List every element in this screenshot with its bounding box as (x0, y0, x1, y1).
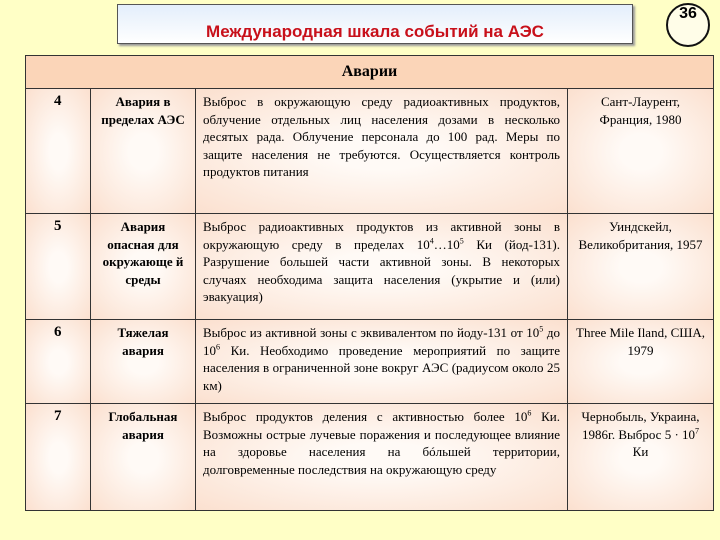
slide-number-badge: 36 (666, 3, 710, 47)
text-segment: Чернобыль, Украина, 1986г. Выброс 5 · 10 (581, 409, 700, 442)
example-cell: Three Mile Iland, США, 1979 (568, 320, 714, 404)
text-segment: Выброс радиоактивных продуктов из активной зоны в окружающую среду в пределах 10 (203, 219, 560, 252)
table-header: Аварии (26, 56, 714, 89)
example-cell: Сант-Лаурент, Франция, 1980 (568, 89, 714, 214)
text-segment: …10 (433, 236, 460, 252)
text-segment: Ки (йод-131). Разрушение большей части активной зоны. В некоторых случаях необходима защита населения (укрытие и (или) эвакуация) (203, 236, 560, 304)
text-segment: Ки. Возможны острые лучевые поражения и последующее влияние на здоровье населения на бóльшей территории, долговременные последствия на окружающую среду (203, 409, 560, 477)
table-row (26, 320, 714, 404)
superscript: 5 (539, 324, 544, 334)
level-cell: 4 (26, 89, 91, 214)
table-row (26, 214, 714, 320)
text-segment: Выброс в окружающую среду радиоактивных продуктов, облучение отдельных лиц населения дозами в несколько десятых рада. Облучение персонала до 100 рад. Меры по защите населения не требуются. Осуществляется контроль продуктов питания (203, 94, 560, 179)
description-cell (196, 214, 568, 320)
superscript: 4 (429, 236, 434, 246)
name-cell: Тяжелая авария (91, 320, 196, 404)
text-segment: Выброс продуктов деления с активностью более 10 (203, 409, 528, 424)
level-cell: 7 (26, 404, 91, 511)
text-segment: Выброс из активной зоны с эквивалентом по йоду-131 от 10 (203, 325, 540, 340)
level-cell: 5 (26, 214, 91, 320)
description-cell (196, 89, 568, 214)
superscript: 6 (527, 408, 532, 418)
slide-title: Международная шкала событий на АЭС (117, 4, 633, 44)
text-segment: Ки (632, 444, 649, 459)
table-row (26, 404, 714, 511)
events-table (25, 55, 714, 511)
name-cell: Авария в пределах АЭС (91, 89, 196, 214)
superscript: 7 (695, 426, 700, 436)
table-row (26, 89, 714, 214)
name-cell: Авария опасная для окружающе й среды (91, 214, 196, 320)
description-cell (196, 404, 568, 511)
example-cell: Уиндскейл, Великобритания, 1957 (568, 214, 714, 320)
text-segment: Ки. Необходимо проведение мероприятий по защите населения в ограниченной зоне вокруг АЭС (радиусом около 25 км) (203, 342, 560, 393)
description-cell (196, 320, 568, 404)
example-cell (568, 404, 714, 511)
text-segment: до 10 (203, 325, 560, 358)
name-cell: Глобальная авария (91, 404, 196, 511)
superscript: 6 (216, 342, 220, 352)
level-cell: 6 (26, 320, 91, 404)
superscript: 5 (459, 236, 464, 246)
